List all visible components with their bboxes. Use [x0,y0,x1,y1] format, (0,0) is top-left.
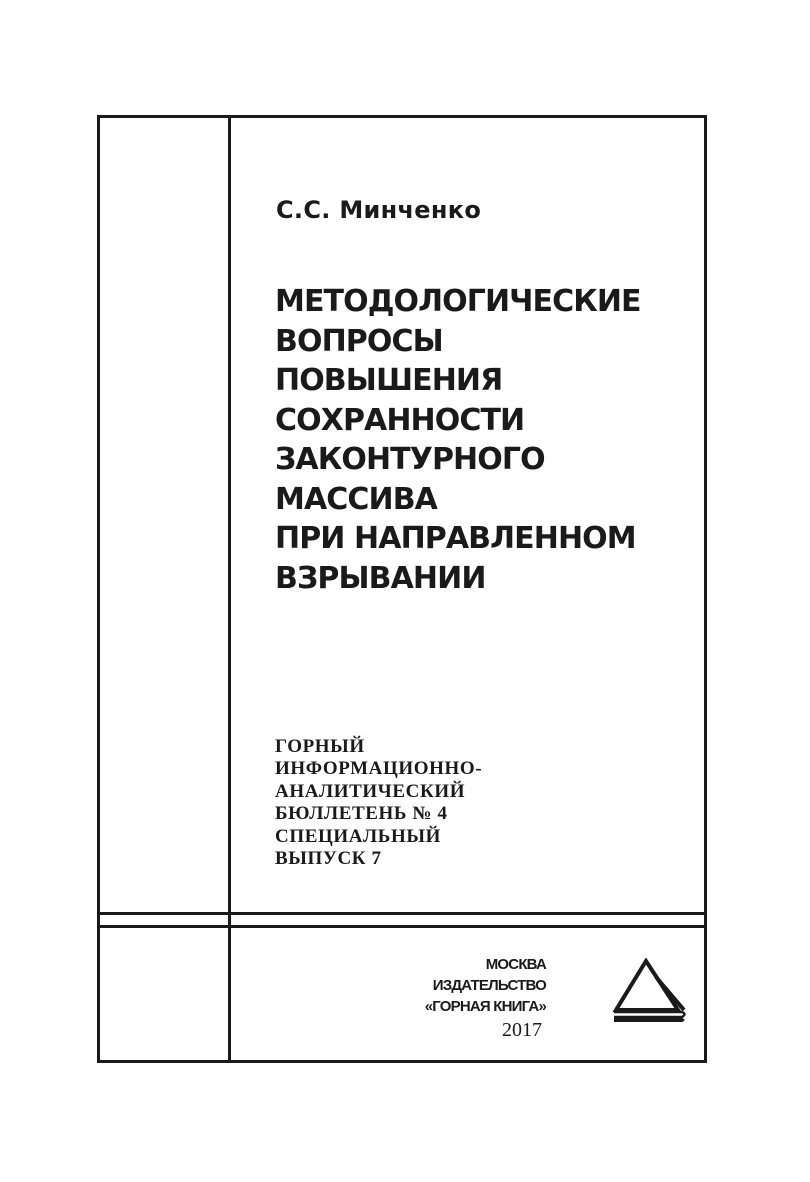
horizontal-rule-lower [97,925,707,928]
publisher-line: МОСКВА [485,956,546,973]
series-line: БЮЛЛЕТЕНЬ № 4 [275,803,448,825]
title-line: ВЗРЫВАНИИ [275,560,486,596]
publisher-info [396,954,546,1017]
series-line: АНАЛИТИЧЕСКИЙ [275,780,466,802]
series-line: ГОРНЫЙ [275,736,365,757]
series-line: ИНФОРМАЦИОННО- [275,758,483,780]
publication-year: 2017 [502,1019,542,1041]
publisher-logo-icon [612,958,688,1024]
author-name: С.С. Минченко [276,196,482,224]
vertical-rule [228,115,231,1063]
title-line: ПОВЫШЕНИЯ [275,363,503,398]
publisher-line: «ГОРНАЯ КНИГА» [424,998,546,1015]
publisher-line: ИЗДАТЕЛЬСТВО [432,977,546,994]
title-line: ВОПРОСЫ [275,323,443,359]
title-line: ПРИ НАПРАВЛЕННОМ [275,521,636,556]
series-line: СПЕЦИАЛЬНЫЙ [275,825,441,847]
horizontal-rule-upper [97,912,707,915]
title-line: СОХРАННОСТИ [275,402,525,438]
series-line: ВЫПУСК 7 [275,848,382,870]
title-line: ЗАКОНТУРНОГО [275,442,545,477]
title-line: МЕТОДОЛОГИЧЕСКИЕ [275,284,641,319]
title-line: МАССИВА [275,481,437,517]
book-title [275,282,700,598]
series-info [275,736,482,870]
